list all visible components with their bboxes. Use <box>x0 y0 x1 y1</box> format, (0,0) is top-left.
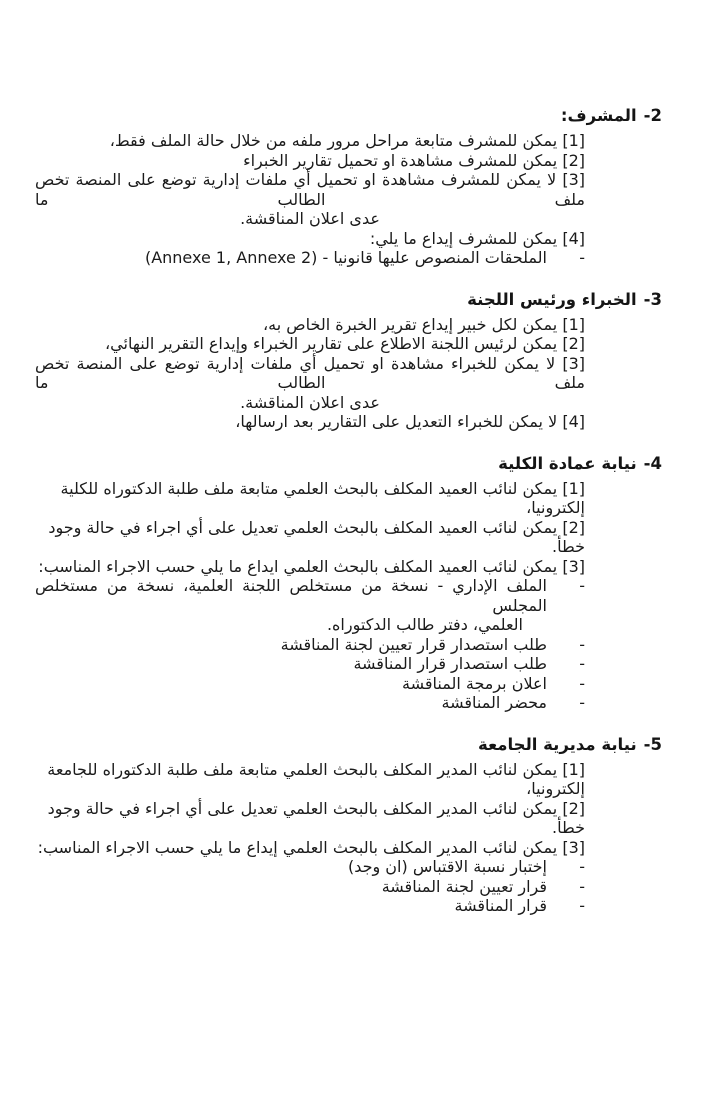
bullet-line: قرار المناقشة <box>454 896 547 915</box>
item-continuation: عدى اعلان المناقشة. <box>240 392 380 412</box>
bullet-line: العلمي، دفتر طالب الدكتوراه. <box>326 615 523 634</box>
item-marker: [4] <box>562 228 585 248</box>
item-text: لا يمكن للخبراء التعديل على التقارير بعد ارسالها، <box>235 412 558 431</box>
section-heading <box>35 290 662 310</box>
item-marker: [3] <box>562 170 585 189</box>
section-title: نيابة عمادة الكلية <box>498 453 637 473</box>
dash-bullet-icon: - <box>579 576 585 595</box>
item-text: لا يمكن للخبراء مشاهدة او تحميل أي ملفات إدارية توضع على المنصة تخص ملف الطالب ما <box>35 353 585 392</box>
section-number: 2- <box>643 106 662 125</box>
item-text: يمكن لكل خبير إيداع تقرير الخبرة الخاص به، <box>263 314 558 334</box>
bullet-text <box>35 857 547 877</box>
section-number: 3- <box>643 289 662 309</box>
section-items <box>35 131 585 268</box>
numbered-item <box>35 799 585 838</box>
item-marker: [1] <box>562 131 585 150</box>
bullet-item <box>35 693 585 713</box>
section-items <box>35 760 585 916</box>
item-marker: [2] <box>562 517 585 537</box>
bullet-item <box>35 654 585 674</box>
dash-bullet-icon: - <box>579 673 585 693</box>
section-number: 4- <box>643 453 662 473</box>
item-marker: [3] <box>562 353 585 373</box>
numbered-item <box>35 151 585 171</box>
item-marker: [4] <box>562 412 585 431</box>
section <box>35 106 662 268</box>
item-marker: [3] <box>562 556 585 576</box>
numbered-item <box>35 170 585 209</box>
item-text: يمكن لنائب المدير المكلف بالبحث العلمي إيداع ما يلي حسب الاجراء المناسب: <box>37 837 558 857</box>
bullet-line: الملحقات المنصوص عليها قانونيا - (Annexe 1, Annexe 2) <box>144 248 547 267</box>
item-text: يمكن للمشرف إيداع ما يلي: <box>369 228 558 248</box>
bullet-text <box>35 674 547 694</box>
bullet-item <box>35 576 585 635</box>
bullet-line: طلب استصدار قرار تعيين لجنة المناقشة <box>280 634 547 654</box>
bullet-line: محضر المناقشة <box>441 693 547 712</box>
section <box>35 454 662 713</box>
item-marker: [3] <box>562 837 585 857</box>
bullet-line: اعلان برمجة المناقشة <box>402 673 547 693</box>
bullet-text <box>35 635 547 655</box>
dash-bullet-icon: - <box>579 634 585 654</box>
bullet-item <box>35 857 585 877</box>
bullet-text <box>35 877 547 897</box>
item-marker: [2] <box>562 334 585 353</box>
item-marker: [2] <box>562 150 585 170</box>
item-continuation: عدى اعلان المناقشة. <box>240 209 380 228</box>
bullet-line: الملف الإداري - نسخة من مستخلص اللجنة العلمية، نسخة من مستخلص المجلس <box>35 576 547 615</box>
item-text: يمكن لنائب المدير المكلف بالبحث العلمي تعديل على أي اجراء في حالة وجود خطأ. <box>47 798 585 837</box>
bullet-text <box>35 248 547 268</box>
bullet-item <box>35 248 585 268</box>
bullet-line: قرار تعيين لجنة المناقشة <box>381 876 547 896</box>
section <box>35 735 662 916</box>
document-content <box>35 106 662 938</box>
bullet-line: طلب استصدار قرار المناقشة <box>353 654 547 673</box>
section-title: المشرف: <box>560 106 637 125</box>
item-marker: [1] <box>562 478 585 498</box>
numbered-item <box>35 412 585 432</box>
item-marker: [2] <box>562 798 585 818</box>
bullet-item <box>35 877 585 897</box>
bullet-item <box>35 635 585 655</box>
item-text: يمكن للمشرف متابعة مراحل مرور ملفه من خلال حالة الملف فقط، <box>109 131 558 150</box>
section-title: نيابة مديرية الجامعة <box>477 734 637 754</box>
section-heading <box>35 106 662 126</box>
dash-bullet-icon: - <box>579 857 585 876</box>
section-title: الخبراء ورئيس اللجنة <box>467 289 637 309</box>
bullet-line: إختبار نسبة الاقتباس (ان وجد) <box>347 857 547 876</box>
bullet-text <box>35 693 547 713</box>
dash-bullet-icon: - <box>579 248 585 267</box>
numbered-item <box>35 838 585 858</box>
section <box>35 290 662 432</box>
item-text: يمكن لرئيس اللجنة الاطلاع على تقارير الخبراء وإيداع التقرير النهائي، <box>104 334 558 353</box>
numbered-item <box>35 518 585 557</box>
item-text: يمكن لنائب العميد المكلف بالبحث العلمي متابعة ملف طلبة الدكتوراه للكلية إلكترونيا، <box>60 478 585 517</box>
bullet-text <box>35 654 547 674</box>
numbered-item <box>35 334 585 354</box>
item-text: لا يمكن للمشرف مشاهدة او تحميل أي ملفات إدارية توضع على المنصة تخص ملف الطالب ما <box>35 170 585 209</box>
section-items <box>35 479 585 713</box>
dash-bullet-icon: - <box>579 876 585 896</box>
item-marker: [1] <box>562 759 585 779</box>
numbered-item <box>35 760 585 799</box>
section-number: 5- <box>643 734 662 754</box>
bullet-item <box>35 674 585 694</box>
item-marker: [1] <box>562 314 585 334</box>
item-text: يمكن للمشرف مشاهدة او تحميل تقارير الخبراء <box>243 150 558 170</box>
numbered-item <box>35 479 585 518</box>
numbered-item <box>35 315 585 335</box>
numbered-item <box>35 354 585 393</box>
item-text: يمكن لنائب المدير المكلف بالبحث العلمي متابعة ملف طلبة الدكتوراه للجامعة إلكترونيا، <box>47 759 585 798</box>
dash-bullet-icon: - <box>579 896 585 915</box>
dash-bullet-icon: - <box>579 654 585 673</box>
numbered-item <box>35 131 585 151</box>
section-heading <box>35 735 662 755</box>
bullet-text <box>35 576 547 635</box>
section-heading <box>35 454 662 474</box>
numbered-item <box>35 229 585 249</box>
numbered-item <box>35 557 585 577</box>
item-text: يمكن لنائب العميد المكلف بالبحث العلمي تعديل على أي اجراء في حالة وجود خطأ. <box>48 517 585 556</box>
bullet-item <box>35 896 585 916</box>
section-items <box>35 315 585 432</box>
bullet-text <box>35 896 547 916</box>
item-text: يمكن لنائب العميد المكلف بالبحث العلمي ايداع ما يلي حسب الاجراء المناسب: <box>38 556 558 576</box>
dash-bullet-icon: - <box>579 693 585 712</box>
